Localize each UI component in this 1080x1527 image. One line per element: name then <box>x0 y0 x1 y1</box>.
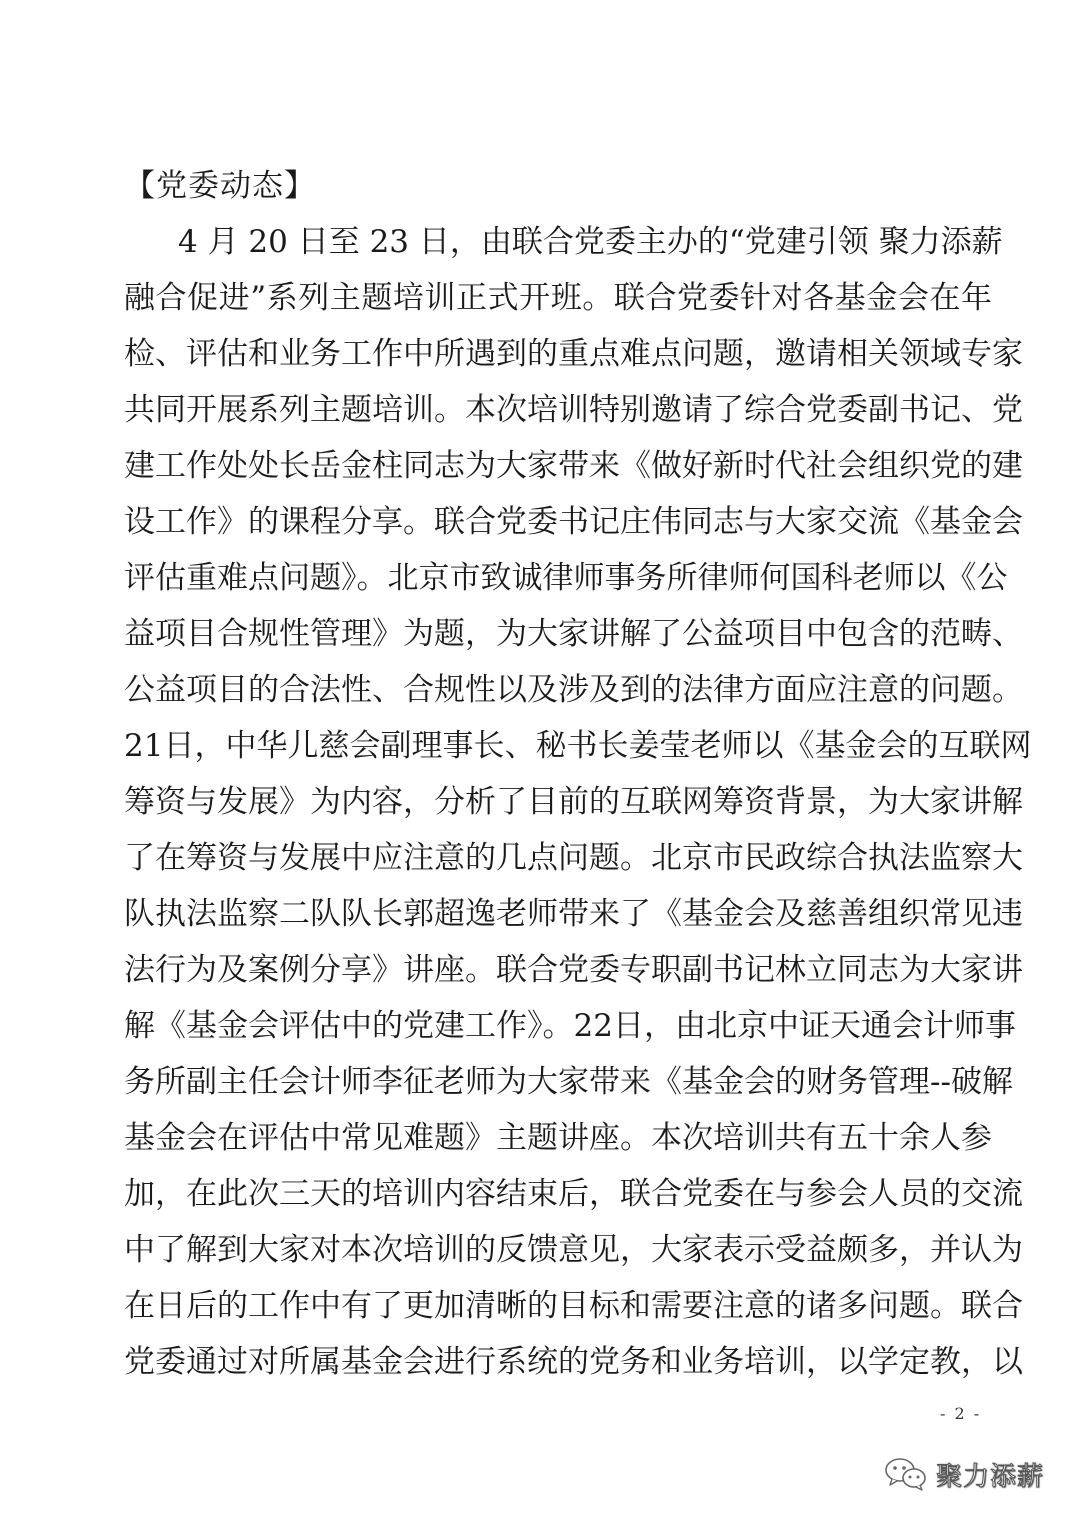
text-line: 设工作》的课程分享。联合党委书记庄伟同志与大家交流《基金会 <box>124 504 1023 540</box>
text-line: 在日后的工作中有了更加清晰的目标和需要注意的诸多问题。联合 <box>124 1288 1023 1324</box>
text-line: 党委通过对所属基金会进行系统的党务和业务培训，以学定教，以 <box>124 1344 1023 1380</box>
text-line: 基金会在评估中常见难题》主题讲座。本次培训共有五十余人参 <box>124 1120 992 1156</box>
text-line: 队执法监察二队队长郭超逸老师带来了《基金会及慈善组织常见违 <box>124 896 1023 932</box>
text-line: 4 月 20 日至 23 日，由联合党委主办的“党建引领 聚力添薪 <box>178 224 1003 260</box>
text-line: 解《基金会评估中的党建工作》。22日，由北京中证天通会计师事 <box>124 1008 1016 1044</box>
text-line: 益项目合规性管理》为题，为大家讲解了公益项目中包含的范畴、 <box>124 616 1023 652</box>
text-line: 公益项目的合法性、合规性以及涉及到的法律方面应注意的问题。 <box>124 672 1023 708</box>
wechat-watermark <box>884 1454 1044 1494</box>
text-line: 务所副主任会计师李征老师为大家带来《基金会的财务管理--破解 <box>124 1064 1013 1100</box>
text-line: 21日，中华儿慈会副理事长、秘书长姜莹老师以《基金会的互联网 <box>124 728 1032 764</box>
text-line: 法行为及案例分享》讲座。联合党委专职副书记林立同志为大家讲 <box>124 952 1023 988</box>
text-line: 加，在此次三天的培训内容结束后，联合党委在与参会人员的交流 <box>124 1176 1023 1212</box>
wechat-icon <box>884 1456 928 1492</box>
text-line: 建工作处处长岳金柱同志为大家带来《做好新时代社会组织党的建 <box>124 448 1023 484</box>
text-line: 中了解到大家对本次培训的反馈意见，大家表示受益颇多，并认为 <box>124 1232 1023 1268</box>
text-line: 评估重难点问题》。北京市致诚律师事务所律师何国科老师以《公 <box>124 560 1008 596</box>
text-line: 检、评估和业务工作中所遇到的重点难点问题，邀请相关领域专家 <box>124 336 1023 372</box>
text-line: 了在筹资与发展中应注意的几点问题。北京市民政综合执法监察大 <box>124 840 1023 876</box>
text-line: 共同开展系列主题培训。本次培训特别邀请了综合党委副书记、党 <box>124 392 1023 428</box>
section-heading: 【党委动态】 <box>124 168 316 204</box>
text-line: 融合促进”系列主题培训正式开班。联合党委针对各基金会在年 <box>124 280 992 316</box>
text-line: 筹资与发展》为内容，分析了目前的互联网筹资背景，为大家讲解 <box>124 784 1023 820</box>
watermark-text: 聚力添薪 <box>936 1461 1045 1492</box>
page-number: - 2 - <box>940 1404 982 1423</box>
